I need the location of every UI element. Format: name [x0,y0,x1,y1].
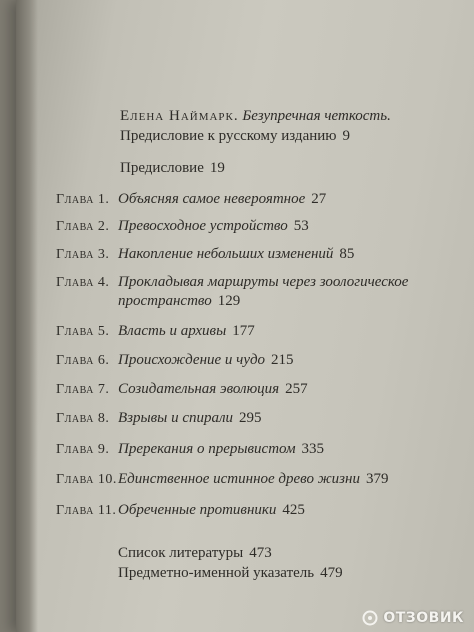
chapter-10-page: 379 [365,471,389,487]
bibliography-page: 473 [249,545,272,561]
chapter-1-title: Объясняя самое невероятное [118,191,306,207]
chapter-1-page: 27 [311,191,327,207]
chapter-5-title: Власть и архивы [118,323,227,339]
chapter-9-label: Глава 9. [56,442,110,457]
chapter-2-page: 53 [293,218,309,234]
chapter-8-label: Глава 8. [56,411,110,426]
preface-russian-label: Предисловие к русскому изданию [120,128,337,144]
chapter-10-title: Единственное истинное древо жизни [118,471,360,487]
chapter-6-page: 215 [271,352,294,368]
chapter-11-page: 425 [282,502,305,518]
preface-russian-line [120,128,350,145]
chapter-10-entry [118,471,388,488]
preface-page: 19 [209,160,225,176]
chapter-5-label: Глава 5. [56,324,110,339]
book-page [16,0,474,632]
chapter-5-page: 177 [232,323,255,339]
index-page: 479 [320,565,343,581]
chapter-6-title: Происхождение и чудо [118,352,266,368]
chapter-11-title: Обреченные противники [118,502,277,518]
chapter-4-label: Глава 4. [56,275,110,290]
chapter-4-title: Прокладывая маршруты через зоологическое [118,274,409,290]
preface-author-name: Елена Наймарк. [120,108,239,124]
spine-shadow [16,0,38,632]
chapter-2-label: Глава 2. [56,219,110,234]
chapter-2-title: Превосходное устройство [118,218,288,234]
chapter-11-label: Глава 11. [56,503,117,518]
otzovik-logo-icon [362,610,378,626]
chapter-11-entry [118,502,305,519]
chapter-3-title: Накопление небольших изменений [118,246,334,262]
chapter-3-label: Глава 3. [56,247,110,262]
chapter-7-label: Глава 7. [56,382,110,397]
chapter-6-entry [118,352,294,369]
preface-russian-page: 9 [342,128,350,144]
bibliography-label: Список литературы [118,545,244,561]
watermark-text: ОТЗОВИК [383,610,464,626]
chapter-3-entry [118,246,354,263]
watermark [362,610,464,626]
chapter-4-title-cont: пространство [118,293,212,309]
chapter-7-title: Созидательная эволюция [118,381,280,397]
chapter-4-entry-line2 [118,293,240,310]
index-label: Предметно-именной указатель [118,565,315,581]
chapter-6-label: Глава 6. [56,353,110,368]
chapter-8-title: Взрывы и спирали [118,410,234,426]
preface-author-line [120,108,391,125]
chapter-9-title: Пререкания о прерывистом [118,441,296,457]
chapter-5-entry [118,323,255,340]
chapter-9-page: 335 [301,441,325,457]
chapter-8-page: 295 [239,410,262,426]
chapter-8-entry [118,410,262,427]
chapter-7-page: 257 [285,381,308,397]
preface-author-title: Безупречная четкость. [242,108,391,124]
chapter-3-page: 85 [339,246,355,262]
chapter-9-entry [118,441,324,458]
index-line [118,565,343,582]
preface-line [120,160,225,177]
chapter-10-label: Глава 10. [56,472,117,487]
chapter-1-label: Глава 1. [56,192,110,207]
chapter-1-entry [118,191,326,208]
chapter-4-page: 129 [217,293,241,309]
bibliography-line [118,545,272,562]
chapter-4-entry-line1 [118,274,408,291]
chapter-2-entry [118,218,309,235]
chapter-7-entry [118,381,308,398]
preface-label: Предисловие [120,160,204,176]
